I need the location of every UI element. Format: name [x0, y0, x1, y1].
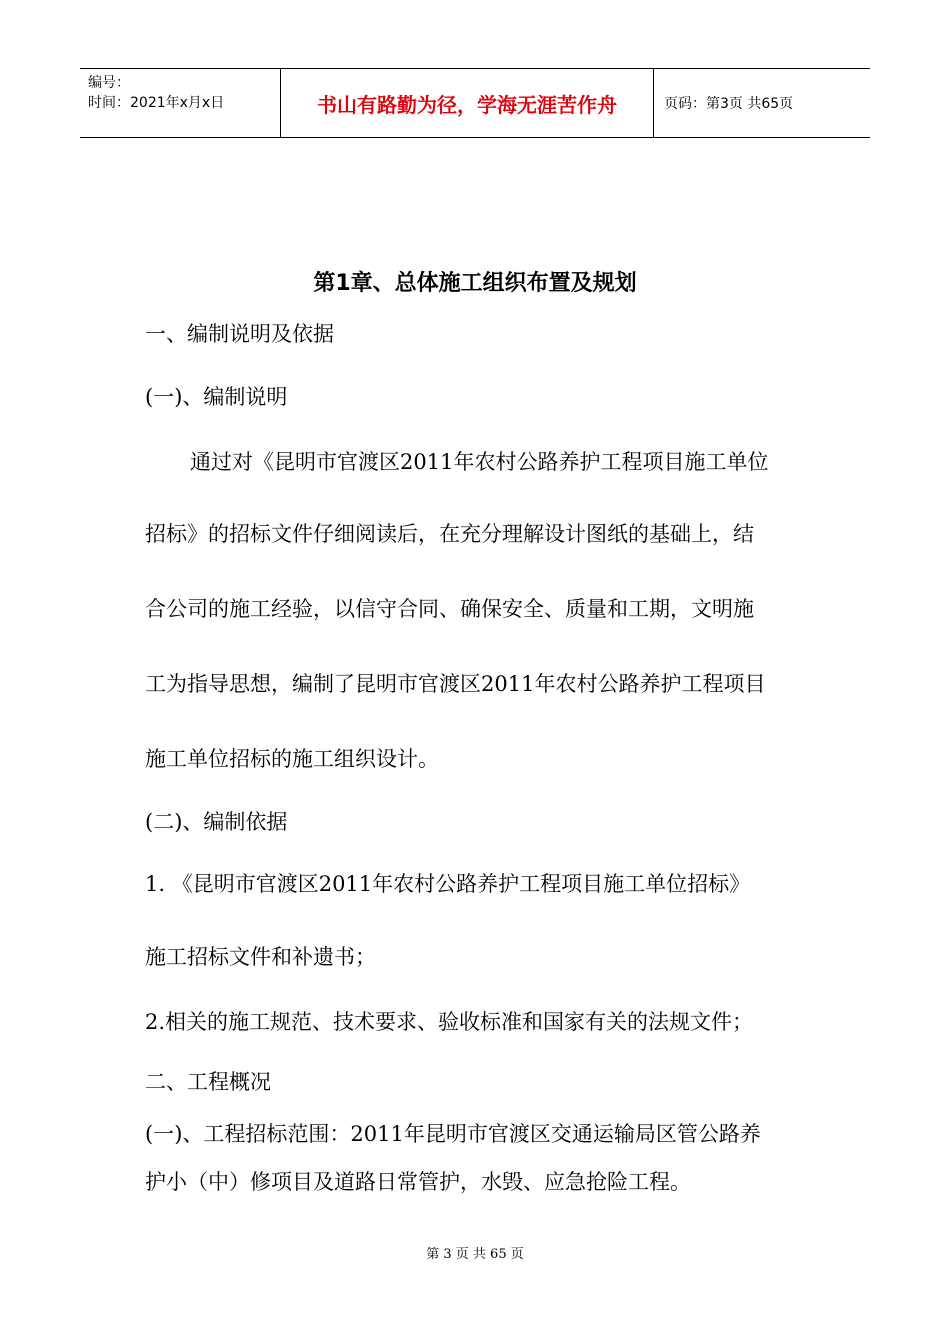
paragraph-line: 护小（中）修项目及道路日常管护，水毁、应急抢险工程。 [145, 1170, 691, 1194]
section-heading-compilation: 一、编制说明及依据 [145, 322, 334, 346]
paragraph-line: 合公司的施工经验，以信守合同、确保安全、质量和工期，文明施 [145, 597, 754, 621]
header-page-info: 页码：第3页 共65页 [664, 96, 794, 112]
paragraph-line: 通过对《昆明市官渡区2011年农村公路养护工程项目施工单位 [190, 450, 769, 474]
list-item: 1. 《昆明市官渡区2011年农村公路养护工程项目施工单位招标》 [145, 872, 751, 896]
paragraph-line: 招标》的招标文件仔细阅读后，在充分理解设计图纸的基础上，结 [145, 522, 754, 546]
paragraph-line: 施工单位招标的施工组织设计。 [145, 747, 439, 771]
subsection-heading-basis: (二)、编制依据 [145, 810, 288, 834]
paragraph-line: (一)、工程招标范围：2011年昆明市官渡区交通运输局区管公路养 [145, 1122, 761, 1146]
page-footer: 第 3 页 共 65 页 [426, 1247, 524, 1262]
header-motto: 书山有路勤为径，学海无涯苦作舟 [280, 69, 654, 137]
subsection-heading-explanation: (一)、编制说明 [145, 385, 288, 409]
chapter-title: 第1章、总体施工组织布置及规划 [313, 271, 637, 296]
list-item: 2.相关的施工规范、技术要求、验收标准和国家有关的法规文件； [145, 1010, 754, 1034]
header-meta [80, 69, 280, 137]
section-heading-overview: 二、工程概况 [145, 1070, 271, 1094]
paragraph-line: 工为指导思想，编制了昆明市官渡区2011年农村公路养护工程项目 [145, 672, 766, 696]
document-date: 时间：2021年x月x日 [88, 95, 225, 111]
page-header [80, 68, 870, 138]
document-number-label: 编号： [88, 75, 130, 91]
list-item-continuation: 施工招标文件和补遗书； [145, 945, 376, 969]
